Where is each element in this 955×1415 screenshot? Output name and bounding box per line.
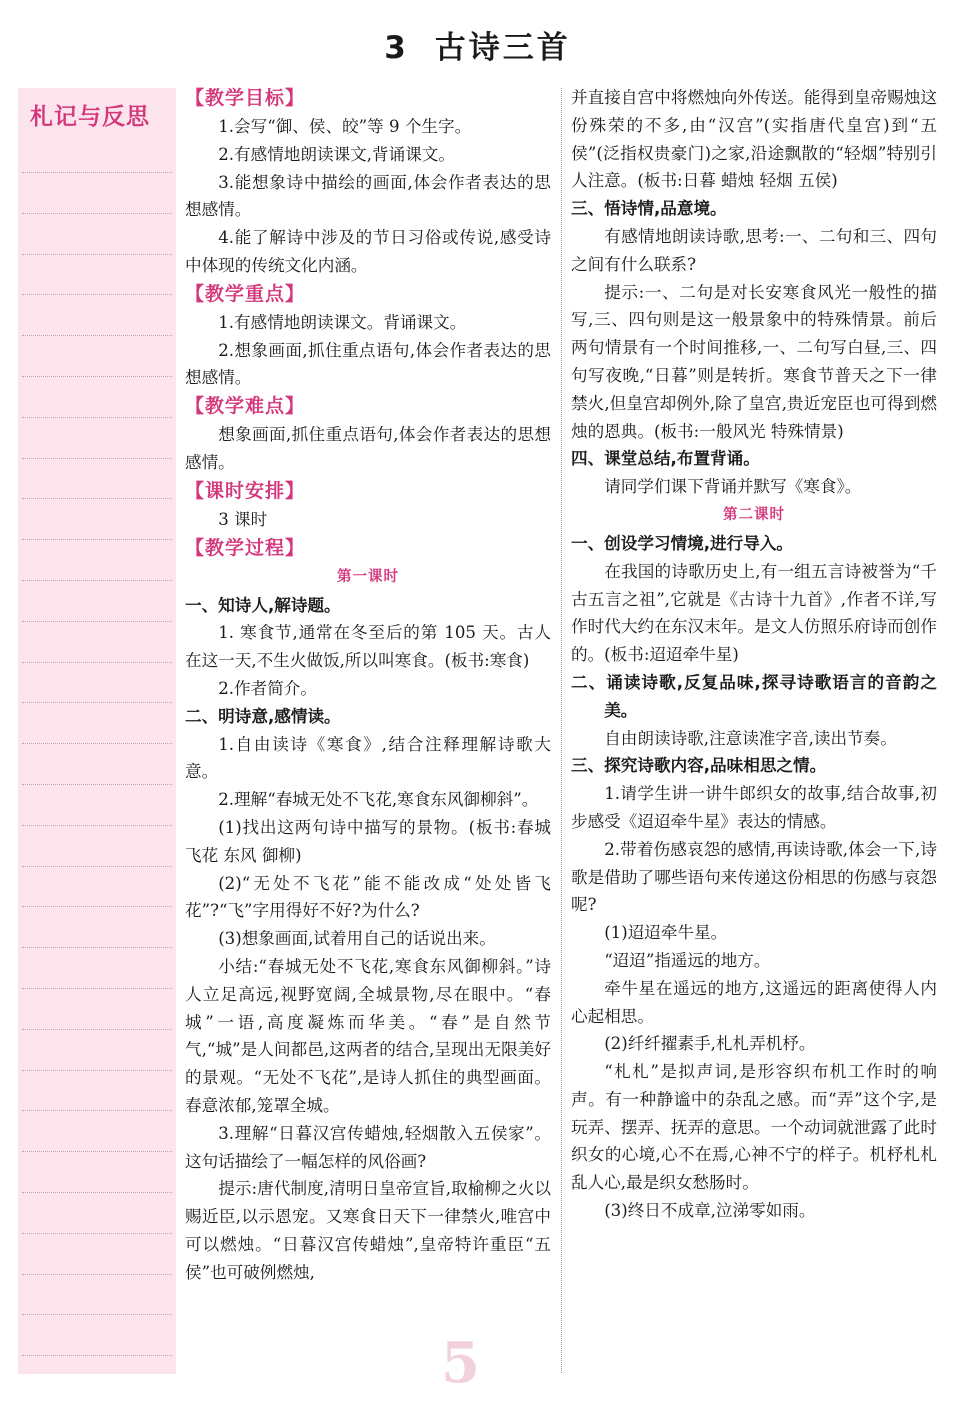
paragraph: 2.作者简介。	[218, 678, 317, 698]
note-line	[22, 254, 172, 255]
note-line	[22, 1110, 172, 1111]
lesson-number: 3	[384, 30, 409, 66]
left-column	[185, 84, 551, 1286]
step-heading: 三、悟诗情,品意境。	[571, 199, 727, 219]
note-line	[22, 947, 172, 948]
lesson-heading: 第一课时	[337, 568, 399, 585]
paragraph: 1.有感情地朗读课文。背诵课文。	[218, 312, 467, 332]
note-line	[22, 376, 172, 377]
paragraph: 3 课时	[218, 509, 268, 529]
paragraph: 并直接自宫中将燃烛向外传送。能得到皇帝赐烛这份殊荣的不多,由“汉宫”(实指唐代皇宫)到“五侯”(泛指权贵豪门)之家,沿途飘散的“轻烟”特别引人注意。(板书:日暮 蜡烛 轻烟 五侯)	[571, 88, 937, 191]
step-heading: 四、课堂总结,布置背诵。	[571, 449, 760, 469]
paragraph: 提示:唐代制度,清明日皇帝宣旨,取榆柳之火以赐近臣,以示恩宠。又寒食日天下一律禁火,唯宫中可以燃烛。“日暮汉宫传蜡烛”,皇帝特许重臣“五侯”也可破例燃烛,	[185, 1179, 551, 1282]
step-heading: 一、创设学习情境,进行导入。	[571, 533, 794, 553]
note-line	[22, 906, 172, 907]
note-line	[22, 866, 172, 867]
note-line	[22, 172, 172, 173]
paragraph: 3.理解“日暮汉宫传蜡烛,轻烟散入五侯家”。这句话描绘了一幅怎样的风俗画?	[185, 1123, 551, 1171]
step-heading: 二、明诗意,感情读。	[185, 706, 341, 726]
paragraph: (2)纤纤擢素手,札札弄机杼。	[604, 1034, 816, 1054]
notes-sidebar	[18, 88, 176, 1374]
note-line	[22, 335, 172, 336]
lesson-title: 古诗三首	[434, 30, 571, 66]
paragraph: 4.能了解诗中涉及的节日习俗或传说,感受诗中体现的传统文化内涵。	[185, 228, 551, 275]
paragraph: (2)“无处不飞花”能不能改成“处处皆飞花”?“飞”字用得好不好?为什么?	[185, 873, 551, 921]
paragraph: 小结:“春城无处不飞花,寒食东风御柳斜。”诗人立足高远,视野宽阔,全城景物,尽在眼中。“春城”一语,高度凝炼而华美。“春”是自然节气,“城”是人间都邑,这两者的结合,呈现出无限美好的景观。“无处不飞花”,是诗人抓住的典型画面。春意浓郁,笼罩全城。	[185, 956, 551, 1115]
note-line	[22, 1192, 172, 1193]
paragraph: 提示:一、二句是对长安寒食风光一般性的描写,三、四句则是这一般景象中的特殊情景。前后两句情景有一个时间推移,一、二句写白昼,三、四句写夜晚,“日暮”则是转折。寒食节普天之下一律禁火,但皇宫却例外,除了皇宫,贵近宠臣也可得到燃烛的恩典。(板书:一般风光 特殊情景)	[571, 282, 937, 441]
column-divider	[561, 88, 562, 1373]
right-column	[571, 84, 937, 1225]
note-line	[22, 988, 172, 989]
step-heading: 三、探究诗歌内容,品味相思之情。	[571, 756, 827, 776]
paragraph: (1)找出这两句诗中描写的景物。(板书:春城 飞花 东风 御柳)	[185, 817, 551, 865]
paragraph: 2.想象画面,抓住重点语句,体会作者表达的思想感情。	[185, 340, 551, 388]
step-heading: 二、诵读诗歌,反复品味,探寻诗歌语言的音韵之美。	[571, 672, 937, 720]
page-title	[0, 22, 955, 67]
paragraph: (3)想象画面,试着用自己的话说出来。	[218, 929, 496, 949]
step-heading: 一、知诗人,解诗题。	[185, 595, 341, 615]
paragraph: 自由朗读诗歌,注意读准字音,读出节奏。	[604, 728, 897, 748]
note-line	[22, 498, 172, 499]
paragraph: 在我国的诗歌历史上,有一组五言诗被誉为“千古五言之祖”,它就是《古诗十九首》,作者不详,写作时代大约在东汉末年。是文人仿照乐府诗而创作的。(板书:迢迢牵牛星)	[571, 561, 937, 665]
note-line	[22, 1151, 172, 1152]
note-line	[22, 458, 172, 459]
paragraph: 想象画面,抓住重点语句,体会作者表达的思想感情。	[185, 425, 551, 472]
paragraph: 1.请学生讲一讲牛郎织女的故事,结合故事,初步感受《迢迢牵牛星》表达的情感。	[571, 784, 937, 831]
note-line	[22, 743, 172, 744]
note-line	[22, 1355, 172, 1356]
note-line	[22, 539, 172, 540]
note-line	[22, 294, 172, 295]
section-heading: 【教学难点】	[185, 395, 306, 418]
paragraph: “札札”是拟声词,是形容织布机工作时的响声。有一种静谧中的杂乱之感。而“弄”这个字,是玩弄、摆弄、抚弄的意思。一个动词就泄露了此时织女的心境,心不在焉,心神不宁的样子。机杼札札乱人心,最是织女愁肠时。	[571, 1062, 937, 1193]
section-heading: 【教学重点】	[185, 282, 306, 305]
sidebar-heading: 札记与反思	[30, 104, 150, 130]
lesson-heading: 第二课时	[723, 506, 785, 523]
note-line	[22, 1233, 172, 1234]
paragraph: 2.带着伤感哀怨的感情,再读诗歌,体会一下,诗歌是借助了哪些语句来传递这份相思的伤感与哀怨呢?	[571, 839, 937, 915]
section-heading: 【课时安排】	[185, 479, 306, 502]
note-line	[22, 702, 172, 703]
note-line	[22, 1274, 172, 1275]
section-heading: 【教学过程】	[185, 536, 306, 559]
paragraph: 请同学们课下背诵并默写《寒食》。	[604, 477, 862, 497]
paragraph: 2.理解“春城无处不飞花,寒食东风御柳斜”。	[218, 790, 539, 810]
note-line	[22, 580, 172, 581]
note-line	[22, 784, 172, 785]
paragraph: 1.自由读诗《寒食》,结合注释理解诗歌大意。	[185, 734, 551, 782]
note-line	[22, 621, 172, 622]
note-line	[22, 825, 172, 826]
note-line	[22, 417, 172, 418]
note-line	[22, 662, 172, 663]
note-line	[22, 1314, 172, 1315]
paragraph: (1)迢迢牵牛星。	[604, 923, 728, 943]
paragraph: “迢迢”指遥远的地方。	[604, 950, 771, 970]
paragraph: 牵牛星在遥远的地方,这遥远的距离使得人内心起相思。	[571, 978, 937, 1026]
note-line	[22, 213, 172, 214]
paragraph: 1.会写“御、侯、皎”等 9 个生字。	[218, 117, 472, 136]
section-heading: 【教学目标】	[185, 87, 306, 109]
paragraph: (3)终日不成章,泣涕零如雨。	[604, 1201, 816, 1221]
paragraph: 1. 寒食节,通常在冬至后的第 105 天。古人在这一天,不生火做饭,所以叫寒食。(板书:寒食)	[185, 623, 551, 671]
note-line	[22, 1070, 172, 1071]
paragraph: 2.有感情地朗读课文,背诵课文。	[218, 144, 456, 164]
page-number: 5	[441, 1330, 480, 1396]
note-line	[22, 1029, 172, 1030]
paragraph: 有感情地朗读诗歌,思考:一、二句和三、四句之间有什么联系?	[571, 226, 937, 274]
paragraph: 3.能想象诗中描绘的画面,体会作者表达的思想感情。	[185, 172, 551, 220]
